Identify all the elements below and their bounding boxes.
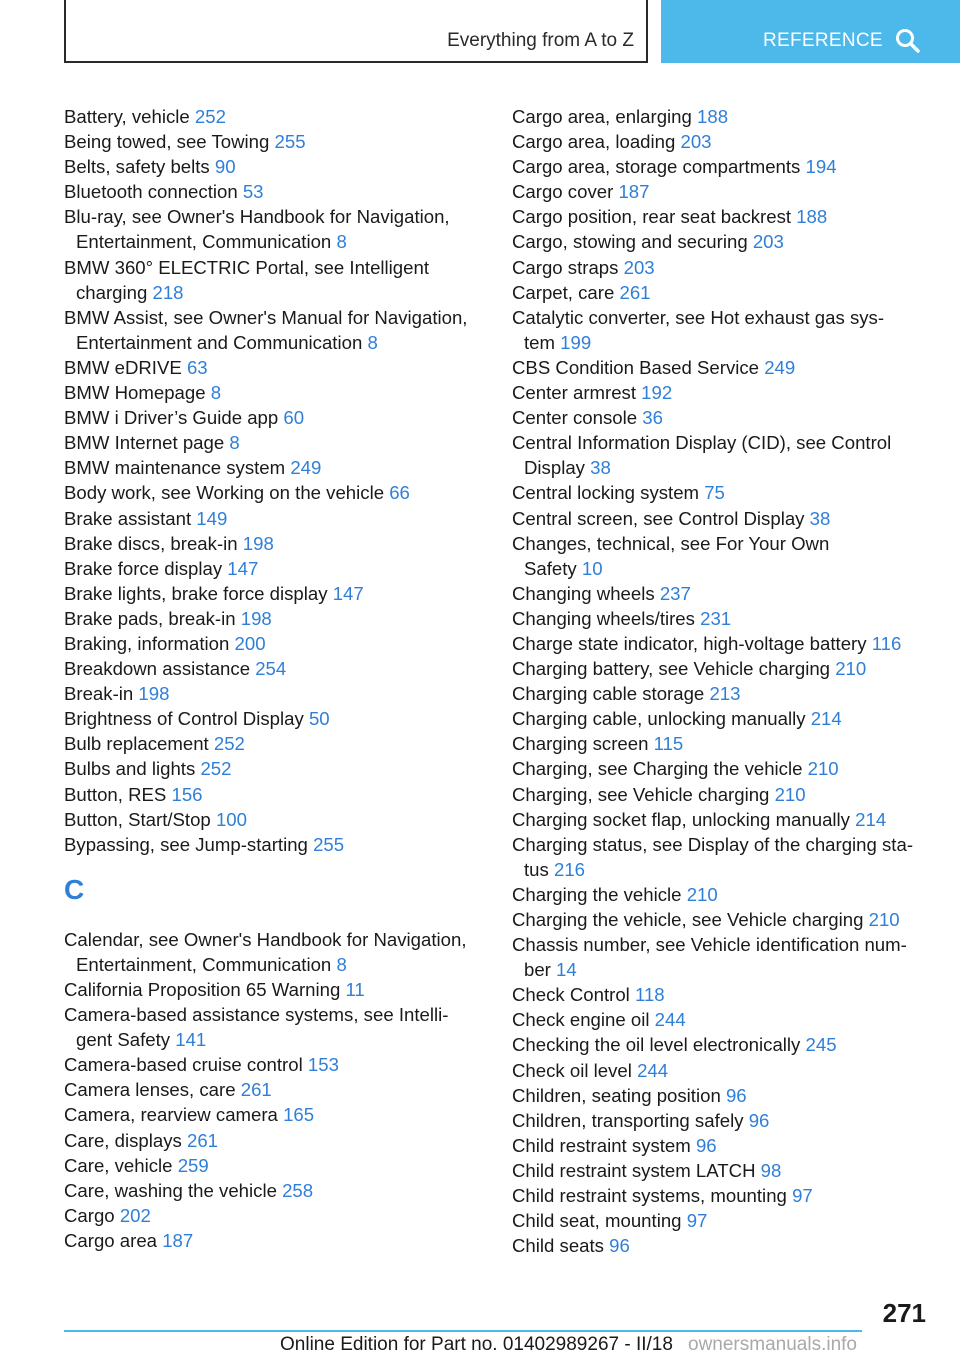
page-reference-link[interactable]: 165 xyxy=(283,1104,315,1126)
page-reference-link[interactable]: 198 xyxy=(240,607,272,629)
header-section-box xyxy=(64,0,648,63)
index-entry xyxy=(512,204,937,229)
index-term: Cargo area xyxy=(64,1229,158,1251)
index-entry xyxy=(64,405,484,430)
index-term: BMW eDRIVE xyxy=(64,356,182,378)
index-term: BMW maintenance system xyxy=(64,457,286,479)
index-entry xyxy=(64,756,484,781)
index-entry xyxy=(512,154,937,179)
index-entry xyxy=(512,1208,937,1233)
index-entry xyxy=(512,731,937,756)
page-reference-link[interactable]: 153 xyxy=(307,1054,339,1076)
index-entry xyxy=(512,631,937,656)
page-reference-link[interactable]: 66 xyxy=(389,482,410,504)
edition-text: Online Edition for Part no. 01402989267 - II/18 xyxy=(280,1334,673,1355)
section-title: Everything from A to Z xyxy=(447,30,634,51)
index-term: Bluetooth connection xyxy=(64,181,238,203)
index-entry xyxy=(512,1233,937,1258)
index-term: Changing wheels xyxy=(512,582,655,604)
index-term: Center console xyxy=(512,407,638,429)
page-reference-link[interactable]: 200 xyxy=(234,632,266,654)
page-reference-link[interactable]: 252 xyxy=(213,733,245,755)
index-entry xyxy=(512,506,937,531)
page-reference-link[interactable]: 8 xyxy=(336,953,347,975)
index-term: Child restraint system xyxy=(512,1134,691,1156)
index-term-continued: Safety 10 xyxy=(524,557,603,579)
index-entry xyxy=(512,179,937,204)
index-term: Brake assistant xyxy=(64,507,192,529)
index-term: Body work, see Working on the vehicle xyxy=(64,482,385,504)
index-column-right xyxy=(512,104,937,1258)
index-term: Charge state indicator, high-voltage battery xyxy=(512,632,867,654)
page-reference-link[interactable]: 96 xyxy=(748,1109,770,1131)
index-term: Charging, see Vehicle charging xyxy=(512,783,770,805)
index-term: Camera lenses, care xyxy=(64,1079,236,1101)
page-reference-link[interactable]: 75 xyxy=(704,482,725,504)
index-term: Belts, safety belts xyxy=(64,156,210,178)
index-entry xyxy=(512,907,937,932)
index-term: Battery, vehicle xyxy=(64,106,190,127)
index-entry xyxy=(512,129,937,154)
page-reference-link[interactable]: 156 xyxy=(171,783,203,805)
index-entry xyxy=(64,179,484,204)
index-list-b xyxy=(64,104,484,857)
index-term: Cargo cover xyxy=(512,181,614,203)
index-term: California Proposition 65 Warning xyxy=(64,979,341,1000)
page-reference-link[interactable]: 261 xyxy=(619,281,651,303)
index-list-c-continued xyxy=(512,104,937,1258)
index-term: BMW Internet page xyxy=(64,432,225,454)
index-term: Charging the vehicle xyxy=(512,883,682,905)
index-term: Charging screen xyxy=(512,733,649,755)
index-term: BMW Assist, see Owner's Manual for Navigation, xyxy=(64,306,468,328)
page-reference-link[interactable]: 188 xyxy=(796,206,828,228)
index-entry xyxy=(512,606,937,631)
index-term-continued: gent Safety 141 xyxy=(76,1029,207,1051)
index-entry xyxy=(512,1183,937,1208)
index-entry xyxy=(64,1002,484,1052)
page-reference-link[interactable]: 252 xyxy=(200,758,232,780)
index-entry xyxy=(512,1083,937,1108)
index-entry xyxy=(512,681,937,706)
page-reference-link[interactable]: 187 xyxy=(618,181,650,203)
index-entry xyxy=(64,706,484,731)
index-entry xyxy=(64,731,484,756)
index-entry xyxy=(64,506,484,531)
page-reference-link[interactable]: 141 xyxy=(175,1029,207,1051)
index-term: Braking, information xyxy=(64,632,230,654)
index-term: Charging the vehicle, see Vehicle charging xyxy=(512,909,864,930)
index-entry xyxy=(64,1052,484,1077)
index-entry xyxy=(512,430,937,480)
index-term: BMW 360° ELECTRIC Portal, see Intelligent xyxy=(64,256,429,278)
page-reference-link[interactable]: 100 xyxy=(215,808,247,830)
index-entry xyxy=(64,1128,484,1153)
index-term: Cargo, stowing and securing xyxy=(512,231,748,253)
index-entry xyxy=(64,204,484,254)
page-reference-link[interactable]: 213 xyxy=(709,683,741,705)
index-term: Being towed, see Towing xyxy=(64,131,270,153)
index-term: Calendar, see Owner's Handbook for Navigation, xyxy=(64,928,467,950)
page-reference-link[interactable]: 97 xyxy=(792,1185,813,1207)
page-reference-link[interactable]: 237 xyxy=(659,582,691,604)
index-entry xyxy=(512,305,937,355)
page-reference-link[interactable]: 210 xyxy=(807,758,839,780)
index-term-continued: Display 38 xyxy=(524,457,611,479)
page-reference-link[interactable]: 210 xyxy=(686,883,718,905)
index-entry xyxy=(64,305,484,355)
index-term: Cargo straps xyxy=(512,256,619,278)
page-reference-link[interactable]: 203 xyxy=(623,256,655,278)
index-entry xyxy=(64,129,484,154)
page-reference-link[interactable]: 38 xyxy=(590,457,611,479)
page-reference-link[interactable]: 203 xyxy=(680,131,712,153)
page-reference-link[interactable]: 188 xyxy=(697,106,729,127)
index-term: Charging status, see Display of the charging sta‐ xyxy=(512,833,914,855)
page-reference-link[interactable]: 90 xyxy=(214,156,236,178)
index-term: Brake pads, break-in xyxy=(64,607,236,629)
index-term-continued: ber 14 xyxy=(524,959,577,981)
index-term: CBS Condition Based Service xyxy=(512,356,760,378)
index-entry xyxy=(512,531,937,581)
index-term-continued: tus 216 xyxy=(524,858,586,880)
page-reference-link[interactable]: 198 xyxy=(242,532,274,554)
index-entry xyxy=(512,932,937,982)
index-term: BMW Homepage xyxy=(64,382,206,404)
page-reference-link[interactable]: 202 xyxy=(119,1204,151,1226)
index-term: Check oil level xyxy=(512,1059,632,1081)
index-term: Care, washing the vehicle xyxy=(64,1179,277,1201)
page-reference-link[interactable]: 10 xyxy=(581,557,603,579)
index-term: Cargo xyxy=(64,1204,115,1226)
index-term: Children, transporting safely xyxy=(512,1109,744,1131)
index-term: Check engine oil xyxy=(512,1009,650,1031)
search-icon[interactable] xyxy=(895,28,921,54)
index-term: Button, RES xyxy=(64,783,167,805)
index-entry xyxy=(64,606,484,631)
page-reference-link[interactable]: 261 xyxy=(240,1079,272,1101)
page-reference-link[interactable]: 14 xyxy=(556,959,577,981)
page-reference-link[interactable]: 96 xyxy=(725,1084,747,1106)
index-term: Brake force display xyxy=(64,557,223,579)
index-term: Care, vehicle xyxy=(64,1154,173,1176)
footer-divider xyxy=(64,1330,862,1332)
index-entry xyxy=(512,405,937,430)
index-entry xyxy=(64,255,484,305)
index-term: Camera, rearview camera xyxy=(64,1104,278,1126)
index-entry xyxy=(64,681,484,706)
page-reference-link[interactable]: 249 xyxy=(290,457,322,479)
index-entry xyxy=(512,229,937,254)
index-term: Carpet, care xyxy=(512,281,615,303)
index-entry xyxy=(64,480,484,505)
index-term: Central Information Display (CID), see Control xyxy=(512,432,892,454)
reference-tab-label: REFERENCE xyxy=(763,30,883,51)
index-entry xyxy=(64,832,484,857)
index-entry xyxy=(512,656,937,681)
index-entry xyxy=(512,982,937,1007)
page-reference-link[interactable]: 194 xyxy=(805,156,837,178)
index-term: Care, displays xyxy=(64,1129,182,1151)
page-reference-link[interactable]: 199 xyxy=(560,331,592,353)
index-term: Camera-based assistance systems, see Intelli‐ xyxy=(64,1004,449,1026)
page-reference-link[interactable]: 50 xyxy=(308,708,330,730)
index-term: Button, Start/Stop xyxy=(64,808,211,830)
page-reference-link[interactable]: 187 xyxy=(162,1229,194,1251)
page-reference-link[interactable]: 258 xyxy=(282,1179,314,1201)
page-reference-link[interactable]: 60 xyxy=(283,407,305,429)
index-entry xyxy=(64,455,484,480)
index-term: Children, seating position xyxy=(512,1084,721,1106)
index-list-c xyxy=(64,927,484,1253)
page-reference-link[interactable]: 231 xyxy=(700,607,732,629)
page-reference-link[interactable]: 115 xyxy=(653,733,684,755)
index-entry xyxy=(512,756,937,781)
page-reference-link[interactable]: 249 xyxy=(764,356,796,378)
index-term: Charging battery, see Vehicle charging xyxy=(512,658,831,680)
page-reference-link[interactable]: 147 xyxy=(332,582,364,604)
index-term: Cargo position, rear seat backrest xyxy=(512,206,792,228)
index-term: Child restraint systems, mounting xyxy=(512,1185,787,1207)
index-term: Changes, technical, see For Your Own xyxy=(512,532,830,554)
index-entry xyxy=(512,782,937,807)
index-entry xyxy=(64,380,484,405)
index-term: Child seats xyxy=(512,1235,604,1257)
page-reference-link[interactable]: 53 xyxy=(242,181,264,203)
page-reference-link[interactable]: 255 xyxy=(274,131,306,153)
page-reference-link[interactable]: 216 xyxy=(553,858,586,880)
index-entry xyxy=(64,782,484,807)
page-reference-link[interactable]: 63 xyxy=(186,356,208,378)
index-term: Camera-based cruise control xyxy=(64,1054,303,1076)
index-term: Bypassing, see Jump-starting xyxy=(64,833,308,855)
page-reference-link[interactable]: 198 xyxy=(138,683,170,705)
index-term: BMW i Driver’s Guide app xyxy=(64,407,279,429)
index-entry xyxy=(512,255,937,280)
index-entry xyxy=(512,355,937,380)
index-term: Charging socket flap, unlocking manually xyxy=(512,808,850,830)
index-term-continued: tem 199 xyxy=(524,331,592,353)
index-entry xyxy=(64,1153,484,1178)
page-reference-link[interactable]: 116 xyxy=(871,632,902,654)
index-term: Changing wheels/tires xyxy=(512,607,695,629)
index-term: Cargo area, enlarging xyxy=(512,106,692,127)
index-entry xyxy=(64,581,484,606)
index-entry xyxy=(512,104,937,129)
index-term: Brightness of Control Display xyxy=(64,708,304,730)
page-reference-link[interactable]: 244 xyxy=(637,1059,669,1081)
page-reference-link[interactable]: 8 xyxy=(229,432,240,454)
index-entry xyxy=(64,631,484,656)
index-term: Child restraint system LATCH xyxy=(512,1159,756,1181)
index-entry xyxy=(64,355,484,380)
index-term: Catalytic converter, see Hot exhaust gas sys‐ xyxy=(512,306,885,328)
index-entry xyxy=(512,581,937,606)
index-term: Bulbs and lights xyxy=(64,758,196,780)
index-term: Central screen, see Control Display xyxy=(512,507,805,529)
page-reference-link[interactable]: 147 xyxy=(227,557,259,579)
watermark: ownersmanuals.info xyxy=(688,1334,857,1355)
index-term: Brake discs, break-in xyxy=(64,532,238,554)
page-reference-link[interactable]: 149 xyxy=(196,507,228,529)
index-entry xyxy=(64,927,484,977)
index-term: Bulb replacement xyxy=(64,733,209,755)
index-term: Central locking system xyxy=(512,482,700,504)
index-term: Breakdown assistance xyxy=(64,658,251,680)
page-reference-link[interactable]: 259 xyxy=(177,1154,209,1176)
page-reference-link[interactable]: 36 xyxy=(642,407,663,429)
page-reference-link[interactable]: 218 xyxy=(152,281,184,303)
index-term: Brake lights, brake force display xyxy=(64,582,328,604)
page-reference-link[interactable]: 96 xyxy=(695,1134,717,1156)
index-entry xyxy=(64,1203,484,1228)
index-term-continued: Entertainment, Communication 8 xyxy=(76,231,347,253)
page-reference-link[interactable]: 8 xyxy=(210,382,222,404)
index-entry xyxy=(512,832,937,882)
index-entry xyxy=(64,154,484,179)
index-entry xyxy=(64,1178,484,1203)
page-reference-link[interactable]: 214 xyxy=(855,808,887,830)
index-column-left xyxy=(64,104,484,1253)
index-entry xyxy=(64,656,484,681)
section-letter-c: C xyxy=(64,873,85,905)
index-entry xyxy=(64,556,484,581)
page-reference-link[interactable]: 210 xyxy=(835,658,867,680)
page-reference-link[interactable]: 245 xyxy=(805,1034,837,1056)
index-term: Child seat, mounting xyxy=(512,1210,682,1232)
index-term: Center armrest xyxy=(512,382,636,404)
index-entry xyxy=(512,807,937,832)
page-reference-link[interactable]: 210 xyxy=(774,783,806,805)
index-term: Checking the oil level electronically xyxy=(512,1034,801,1056)
index-entry xyxy=(64,430,484,455)
page-reference-link[interactable]: 96 xyxy=(609,1235,630,1257)
index-entry xyxy=(512,1158,937,1183)
index-term: Blu-ray, see Owner's Handbook for Navigation, xyxy=(64,206,450,228)
page-number: 271 xyxy=(882,1298,926,1328)
index-term-continued: charging 218 xyxy=(76,281,184,303)
page-reference-link[interactable]: 192 xyxy=(641,382,673,404)
index-term: Charging cable storage xyxy=(512,683,705,705)
page-reference-link[interactable]: 214 xyxy=(810,708,842,730)
index-entry xyxy=(64,1228,484,1253)
index-term: Cargo area, loading xyxy=(512,131,676,153)
index-entry xyxy=(512,706,937,731)
index-entry xyxy=(64,1102,484,1127)
index-term: Chassis number, see Vehicle identification num‐ xyxy=(512,934,907,956)
index-entry xyxy=(512,1133,937,1158)
index-entry xyxy=(64,104,484,129)
index-entry xyxy=(512,480,937,505)
page-reference-link[interactable]: 203 xyxy=(752,231,784,253)
page-reference-link[interactable]: 261 xyxy=(186,1129,219,1151)
page-reference-link[interactable]: 8 xyxy=(336,231,347,253)
index-entry xyxy=(64,807,484,832)
index-entry xyxy=(512,380,937,405)
index-term: Cargo area, storage compartments xyxy=(512,156,801,178)
page-reference-link[interactable]: 255 xyxy=(313,833,345,855)
index-entry xyxy=(512,1058,937,1083)
page-reference-link[interactable]: 38 xyxy=(809,507,831,529)
index-entry xyxy=(512,1032,937,1057)
index-term: Break-in xyxy=(64,683,134,705)
index-term: Charging cable, unlocking manually xyxy=(512,708,806,730)
page-reference-link[interactable]: 252 xyxy=(194,106,226,127)
page-reference-link[interactable]: 97 xyxy=(686,1210,708,1232)
page-reference-link[interactable]: 244 xyxy=(654,1009,686,1031)
index-term-continued: Entertainment, Communication 8 xyxy=(76,953,347,975)
index-entry xyxy=(64,977,484,1002)
page-reference-link[interactable]: 118 xyxy=(634,984,665,1006)
index-entry xyxy=(64,1077,484,1102)
page-reference-link[interactable]: 8 xyxy=(367,331,378,353)
index-term: Charging, see Charging the vehicle xyxy=(512,758,803,780)
index-entry xyxy=(64,531,484,556)
index-entry xyxy=(512,1108,937,1133)
index-term: Check Control xyxy=(512,984,630,1006)
index-term-continued: Entertainment and Communication 8 xyxy=(76,331,378,353)
page-reference-link[interactable]: 11 xyxy=(345,979,365,1000)
index-entry xyxy=(512,882,937,907)
page-reference-link[interactable]: 210 xyxy=(868,909,900,930)
page-reference-link[interactable]: 98 xyxy=(760,1159,782,1181)
page-reference-link[interactable]: 254 xyxy=(255,658,287,680)
index-entry xyxy=(512,280,937,305)
index-entry xyxy=(512,1007,937,1032)
